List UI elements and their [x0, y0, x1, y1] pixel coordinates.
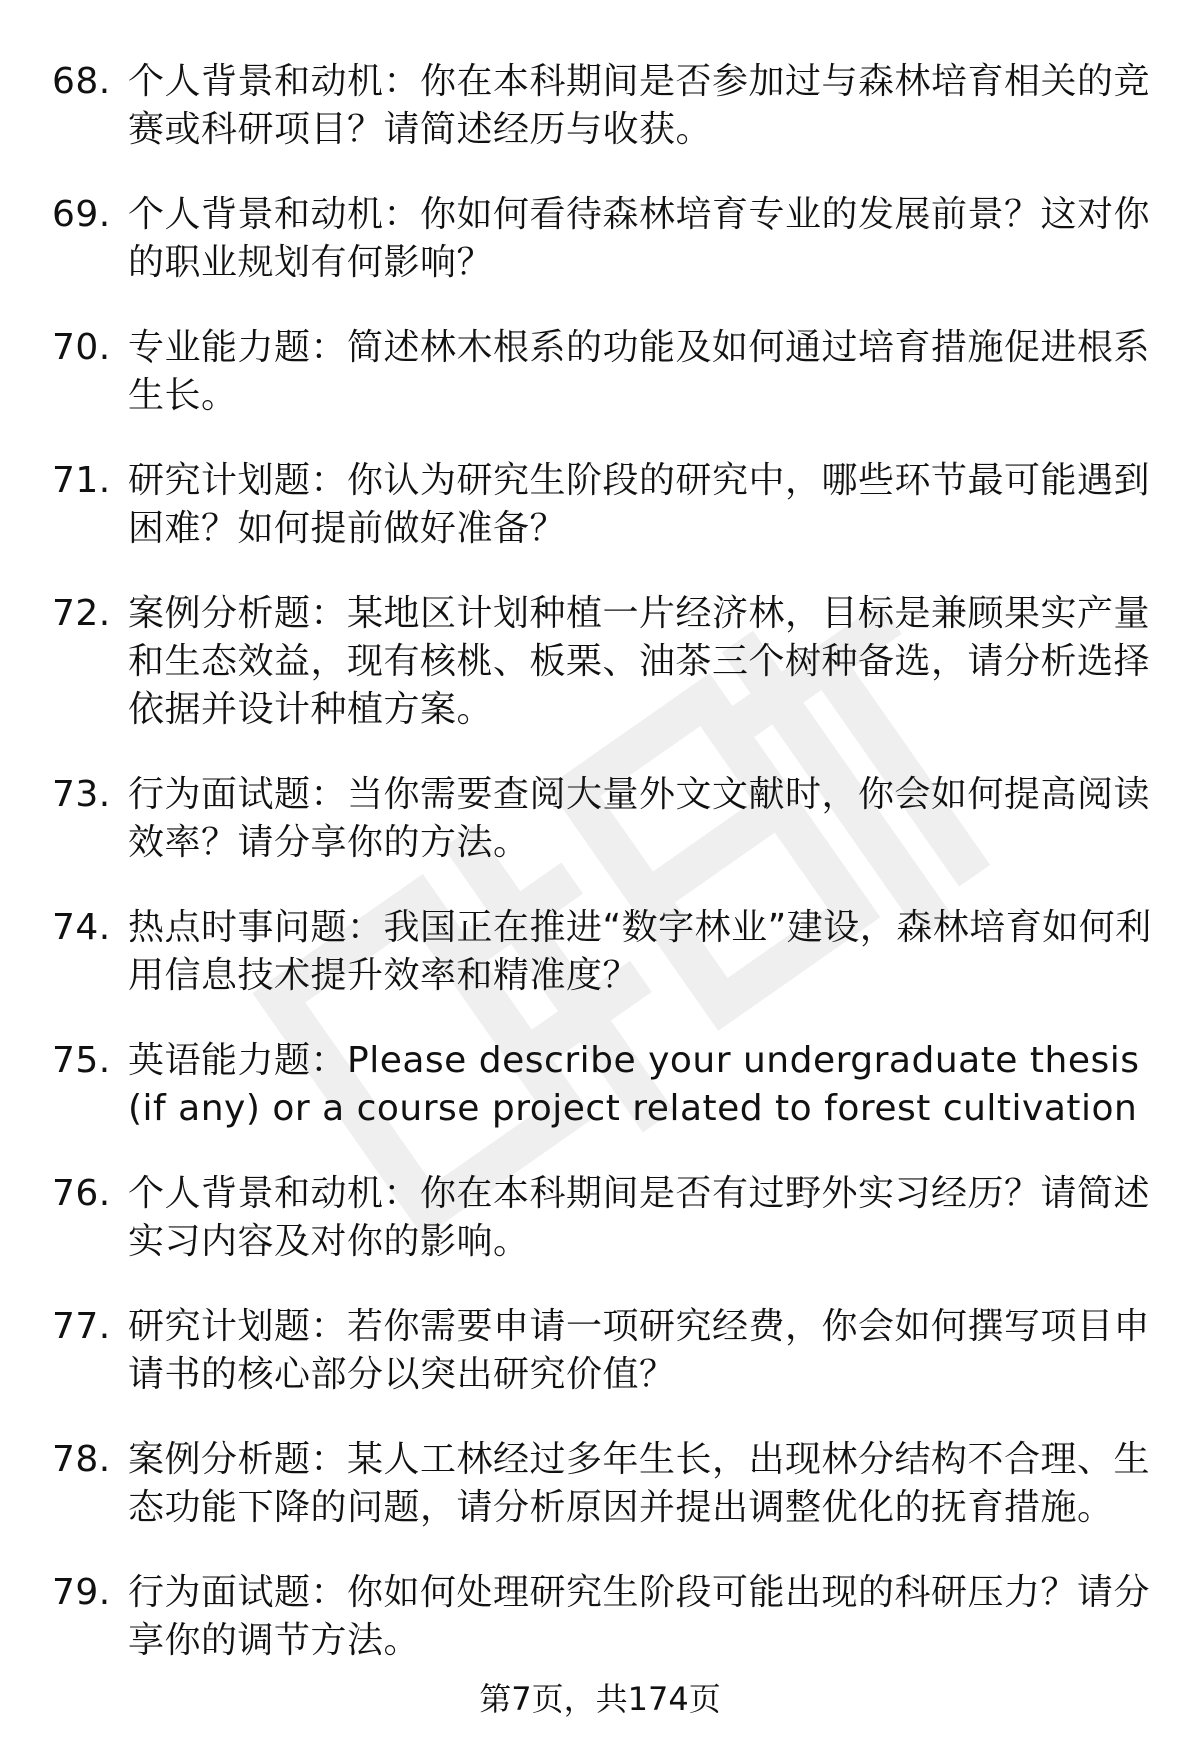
question-text: 行为面试题：当你需要查阅大量外文文献时，你会如何提高阅读效率？请分享你的方法。 — [128, 774, 1151, 863]
question-item-70 — [52, 324, 1152, 457]
question-item-71 — [52, 457, 1152, 590]
question-item-69 — [52, 191, 1152, 324]
question-number: 73. — [52, 774, 111, 815]
question-text: 个人背景和动机：你在本科期间是否参加过与森林培育相关的竞赛或科研项目？请简述经历与收获。 — [128, 61, 1151, 150]
question-text: 研究计划题：若你需要申请一项研究经费，你会如何撰写项目申请书的核心部分以突出研究价值？ — [128, 1306, 1151, 1395]
question-item-78 — [52, 1436, 1152, 1569]
question-number: 76. — [52, 1173, 111, 1214]
question-list — [52, 58, 1152, 1702]
question-number: 79. — [52, 1572, 111, 1613]
question-item-76 — [52, 1170, 1152, 1303]
question-item-77 — [52, 1303, 1152, 1436]
question-number: 68. — [52, 61, 111, 102]
question-number: 75. — [52, 1040, 111, 1081]
question-item-73 — [52, 771, 1152, 904]
question-number: 77. — [52, 1306, 111, 1347]
question-text: 个人背景和动机：你在本科期间是否有过野外实习经历？请简述实习内容及对你的影响。 — [128, 1173, 1151, 1262]
question-text: 行为面试题：你如何处理研究生阶段可能出现的科研压力？请分享你的调节方法。 — [128, 1572, 1151, 1661]
question-text: 英语能力题：Please describe your undergraduate thesis (if any) or a course project related to forest cultivation — [128, 1040, 1140, 1129]
question-item-68 — [52, 58, 1152, 191]
question-text: 案例分析题：某人工林经过多年生长，出现林分结构不合理、生态功能下降的问题，请分析原因并提出调整优化的抚育措施。 — [128, 1439, 1151, 1528]
question-number: 72. — [52, 593, 111, 634]
question-number: 78. — [52, 1439, 111, 1480]
question-item-72 — [52, 590, 1152, 771]
question-text: 专业能力题：简述林木根系的功能及如何通过培育措施促进根系生长。 — [128, 327, 1151, 416]
question-item-74 — [52, 904, 1152, 1037]
question-item-75 — [52, 1037, 1152, 1170]
question-number: 69. — [52, 194, 111, 235]
question-text: 热点时事问题：我国正在推进“数字林业”建设，森林培育如何利用信息技术提升效率和精准度？ — [128, 907, 1152, 996]
page-number-footer: 第7页，共174页 — [479, 1680, 721, 1718]
question-number: 70. — [52, 327, 111, 368]
question-number: 74. — [52, 907, 111, 948]
question-text: 案例分析题：某地区计划种植一片经济林，目标是兼顾果实产量和生态效益，现有核桃、板栗、油茶三个树种备选，请分析选择依据并设计种植方案。 — [128, 593, 1151, 730]
question-text: 研究计划题：你认为研究生阶段的研究中，哪些环节最可能遇到困难？如何提前做好准备？ — [128, 460, 1151, 549]
question-number: 71. — [52, 460, 111, 501]
question-text: 个人背景和动机：你如何看待森林培育专业的发展前景？这对你的职业规划有何影响？ — [128, 194, 1151, 283]
